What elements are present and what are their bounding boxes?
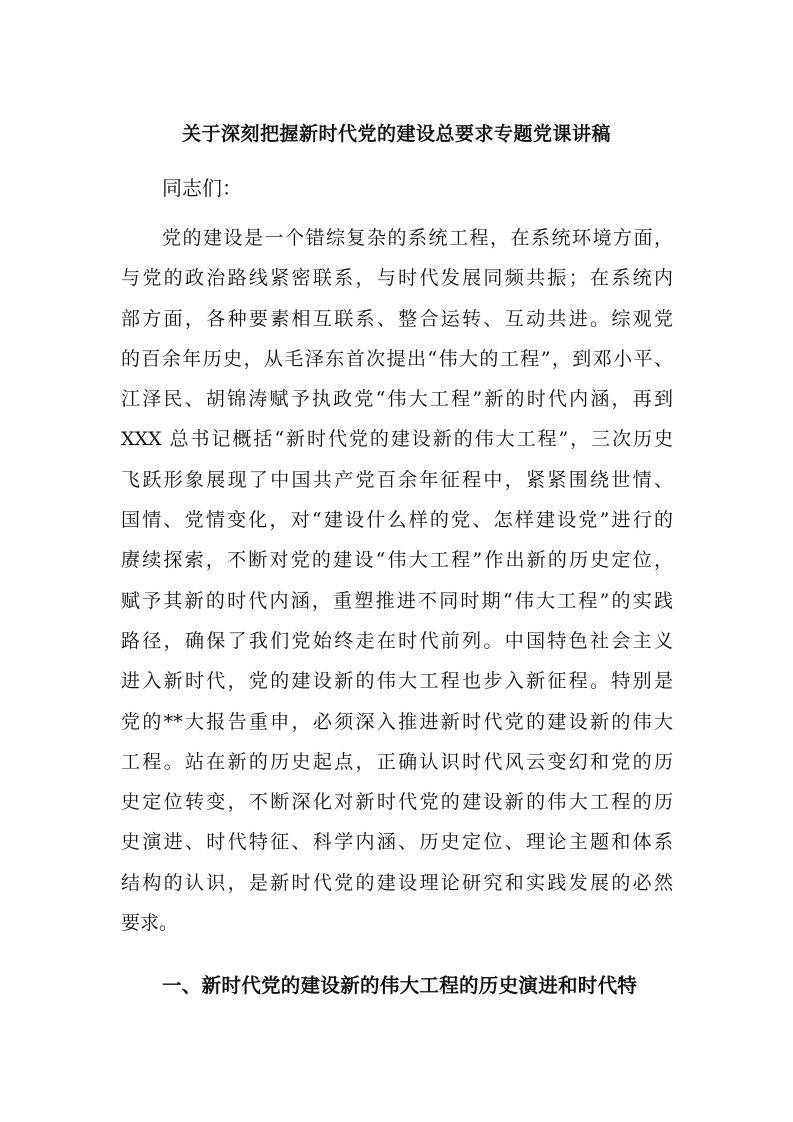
- paragraph-line: 路径，确保了我们党始终走在时代前列。中国特色社会主义: [121, 629, 673, 652]
- paragraph-line: 飞跃形象展现了中国共产党百余年征程中，紧紧围绕世情、: [121, 468, 673, 491]
- paragraph-line: 江泽民、胡锦涛赋予执政党“伟大工程”新的时代内涵，再到: [121, 388, 673, 411]
- paragraph-line: 赋予其新的时代内涵，重塑推进不同时期“伟大工程”的实践: [121, 589, 673, 612]
- paragraph-line: 结构的认识，是新时代党的建设理论研究和实践发展的必然: [121, 871, 673, 894]
- paragraph-line: XXX 总书记概括“新时代党的建设新的伟大工程”，三次历史: [121, 428, 673, 451]
- document-title: 关于深刻把握新时代党的建设总要求专题党课讲稿: [181, 123, 611, 145]
- paragraph-line: 党的建设是一个错综复杂的系统工程，在系统环境方面，: [162, 227, 673, 249]
- paragraph-line: 史演进、时代特征、科学内涵、历史定位、理论主题和体系: [121, 831, 673, 854]
- paragraph-line: 要求。: [121, 912, 179, 935]
- paragraph-line: 工程。站在新的历史起点，正确认识时代风云变幻和党的历: [121, 750, 673, 773]
- intro-paragraph: [121, 218, 673, 943]
- paragraph-line: 部方面，各种要素相互联系、整合运转、互动共进。综观党: [121, 307, 673, 330]
- paragraph-line: 赓续探索，不断对党的建设“伟大工程”作出新的历史定位，: [121, 549, 673, 572]
- salutation: 同志们：: [162, 176, 242, 200]
- paragraph-line: 的百余年历史，从毛泽东首次提出“伟大的工程”，到邓小平、: [121, 347, 673, 370]
- paragraph-line: 史定位转变，不断深化对新时代党的建设新的伟大工程的历: [121, 791, 673, 814]
- paragraph-line: 国情、党情变化，对“建设什么样的党、怎样建设党”进行的: [121, 509, 673, 532]
- section-heading: 一、新时代党的建设新的伟大工程的历史演进和时代特: [162, 974, 638, 997]
- paragraph-line: 进入新时代，党的建设新的伟大工程也步入新征程。特别是: [121, 670, 673, 693]
- paragraph-line: 党的**大报告重申，必须深入推进新时代党的建设新的伟大: [121, 710, 673, 733]
- paragraph-line: 与党的政治路线紧密联系，与时代发展同频共振；在系统内: [121, 267, 673, 290]
